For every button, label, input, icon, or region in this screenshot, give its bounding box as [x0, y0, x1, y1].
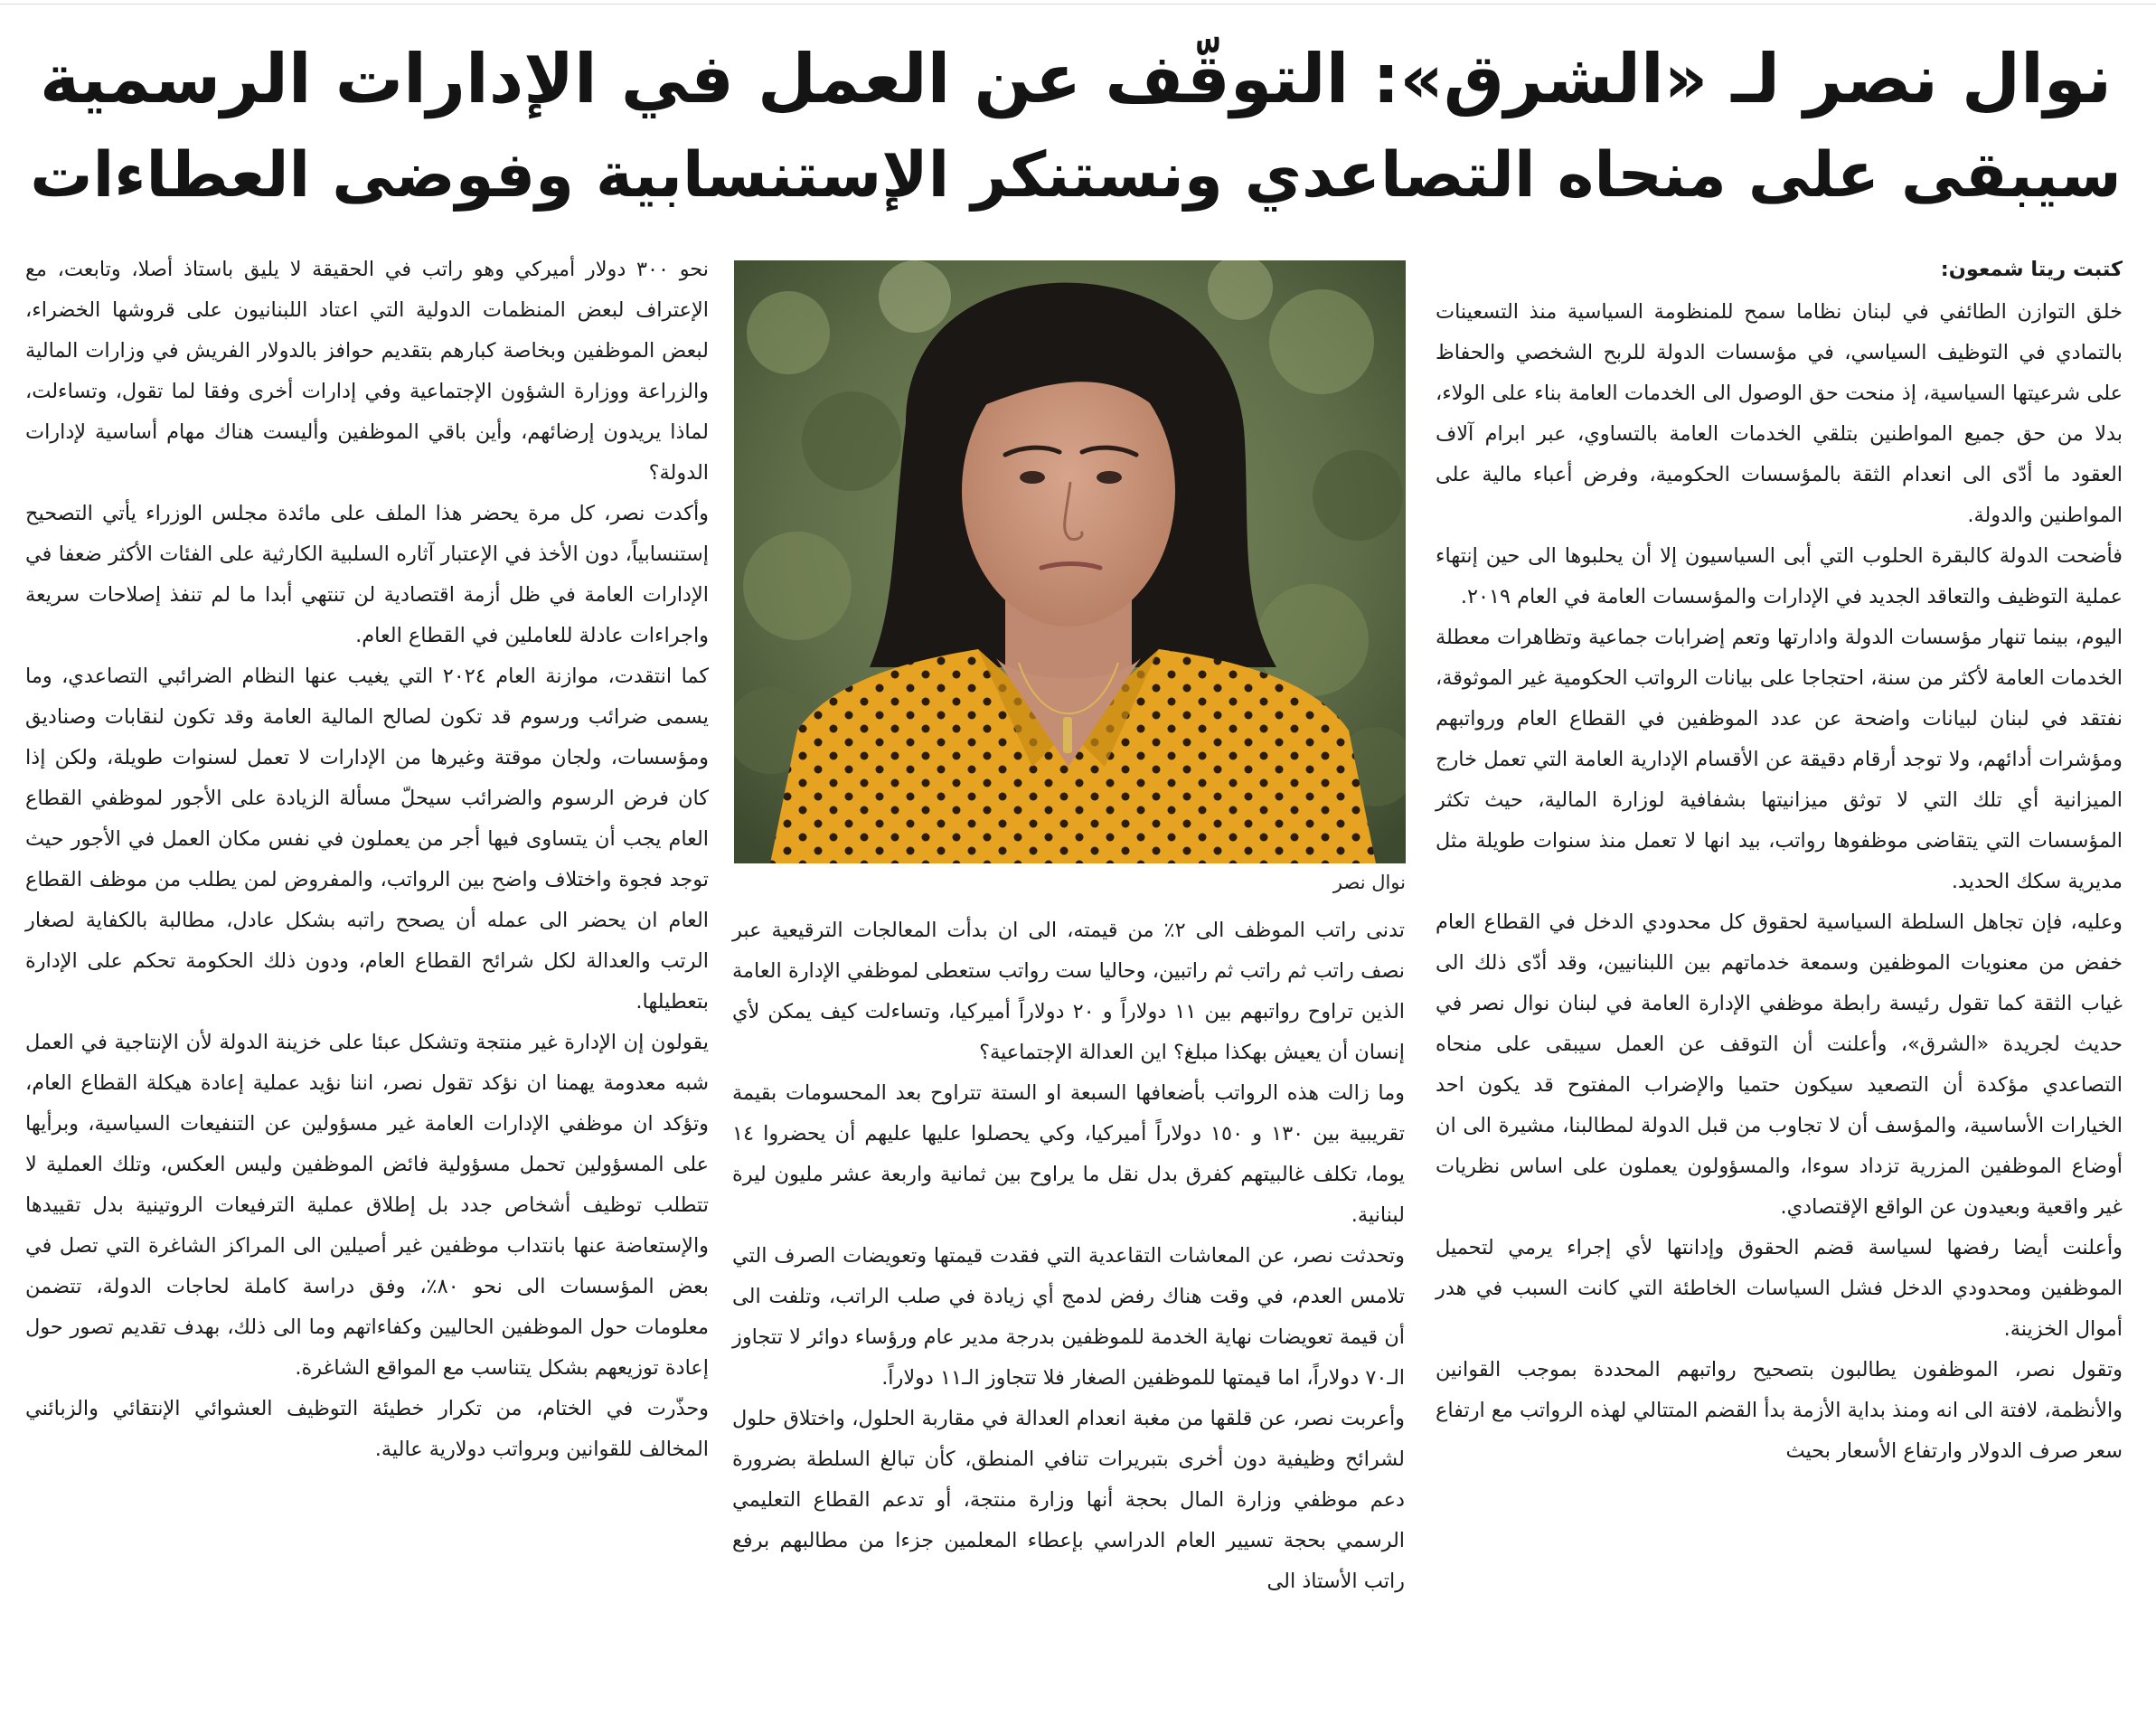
paragraph: وأكدت نصر، كل مرة يحضر هذا الملف على مائدة مجلس الوزراء يأتي التصحيح إستنسابياً، دون الأخذ في الإعتبار آثاره السلبية الكارثية على الفئات الأكثر ضعفا في الإدارات العامة في ظل أزمة اقتصادية لن تنتهي أبدا ما لم تنفذ إصلاحات سريعة واجراءات عادلة للعاملين في القطاع العام. — [25, 502, 709, 647]
article-column-right — [1436, 250, 2123, 1472]
paragraph: وما زالت هذه الرواتب بأضعافها السبعة او الستة تتراوح بعد المحسومات بقيمة تقريبية بين ١٣٠ و ١٥٠ دولاراً أميركيا، وكي يحصلوا عليها عليهم أن يحضروا ١٤ يوما، تكلف غالبيتهم كفرق بدل نقل ما يراوح بين ثمانية واربعة عشر مليون ليرة لبنانية. — [732, 1081, 1405, 1227]
paragraph: فأضحت الدولة كالبقرة الحلوب التي أبى السياسيون إلا أن يحلبوها الى حين إنتهاء عملية التوظيف والتعاقد الجديد في الإدارات والمؤسسات العامة في العام ٢٠١٩. — [1436, 544, 2123, 608]
top-rule — [0, 0, 2156, 5]
paragraph: تدنى راتب الموظف الى ٢٪ من قيمته، الى ان بدأت المعالجات الترقيعية عبر نصف راتب ثم راتب ثم راتبين، وحاليا ست رواتب ستعطى لموظفي الإدارة العامة الذين تراوح رواتبهم بين ١١ دولاراً و ٢٠ دولاراً أميركيا، وتساءلت كيف يمكن لأي إنسان أن يعيش بهكذا مبلغ؟ اين العدالة الإجتماعية؟ — [732, 919, 1406, 1064]
paragraph: نحو ٣٠٠ دولار أميركي وهو راتب في الحقيقة لا يليق باستاذ أصلا، وتابعت، مع الإعتراف لبعض المنظمات الدولية التي اعتاد اللبنانيون على قروشها الخضراء، لبعض الموظفين وبخاصة كبارهم بتقديم حوافز بالدولار الفريش في وزارات المالية والزراعة ووزارة الشؤون الإجتماعية وفي إدارات أخرى وفقا لما تقول، وتساءلت، لماذا يريدون إرضائهم، وأين باقي الموظفين وأليست هناك مهام أساسية لإدارات الدولة؟ — [25, 258, 709, 485]
paragraph: وعليه، فإن تجاهل السلطة السياسية لحقوق كل محدودي الدخل في القطاع العام خفض من معنويات الموظفين وسمعة خدماتهم بين اللبنانيين، وقد أدّى ذلك الى غياب الثقة كما تقول رئيسة رابطة موظفي الإدارة العامة في لبنان نوال نصر في حديث لجريدة «الشرق»، وأعلنت أن التوقف عن العمل سيبقى على منحاه التصاعدي مؤكدة أن التصعيد سيكون حتميا والإضراب المفتوح قد يكون احد الخيارات الأساسية، والمؤسف أن لا تجاوب من قبل الدولة لمطالبنا، مشيرة الى ان أوضاع الموظفين المزرية تزداد سوءا، والمسؤولون يعملون على اساس نظريات غير واقعية وبعيدون عن الواقع الإقتصادي. — [1436, 910, 2123, 1219]
paragraph: وأعربت نصر، عن قلقها من مغبة انعدام العدالة في مقاربة الحلول، واختلاق حلول لشرائح وظيفية دون أخرى بتبريرات تنافي المنطق، كأن تبالغ السلطة بضرورة دعم موظفي وزارة المال بحجة أنها وزارة منتجة، أو تدعم القطاع التعليمي الرسمي بحجة تسيير العام الدراسي بإعطاء المعلمين جزءا من مطالبهم برفع راتب الأستاذ الى — [732, 1407, 1405, 1593]
paragraph: كما انتقدت، موازنة العام ٢٠٢٤ التي يغيب عنها النظام الضرائبي التصاعدي، وما يسمى ضرائب ورسوم قد تكون لصالح المالية العامة وقد تكون لنقابات وصناديق ومؤسسات، ولجان موقتة وغيرها من الإدارات لا تعمل لسنوات طويلة، ولكن إذا كان فرض الرسوم والضرائب سيحلّ مسألة الزيادة على الأجور لموظفي القطاع العام يجب أن يتساوى فيها أجر من يعملون في نفس مكان العمل في الأجور حيث توجد فجوة واختلاف واضح بين الرواتب، والمفروض لمن يطلب من موظف القطاع العام ان يحضر الى عمله أن يصحح راتبه بشكل عادل، مطالبة بالكفاية لصغار الرتب والعدالة لكل شرائح القطاع العام، ودون ذلك الحكومة تحكم على الإدارة بتعطيلها. — [25, 665, 710, 1014]
paragraph: خلق التوازن الطائفي في لبنان نظاما سمح للمنظومة السياسية منذ التسعينات بالتمادي في التوظيف السياسي، في مؤسسات الدولة للربح الشخصي والحفاظ على شرعيتها السياسية، إذ منحت حق الوصول الى الخدمات العامة بناء على الولاء، بدلا من حق جميع المواطنين بتلقي الخدمات العامة بالتساوي، عبر ابرام آلاف العقود ما أدّى الى انعدام الثقة بالمؤسسات الحكومية، وفرض أعباء مالية على المواطنين والدولة. — [1436, 300, 2123, 527]
headline-line-2: سيبقى على منحاه التصاعدي ونستنكر الإستنسابية وفوضى العطاءات — [30, 139, 2122, 212]
headline-line-1: نوال نصر لـ «الشرق»: التوقّف عن العمل في الإدارات الرسمية — [39, 39, 2112, 118]
byline: كتبت ريتا شمعون: — [1940, 258, 2123, 281]
portrait-photo — [734, 260, 1406, 863]
article-column-middle — [732, 910, 1405, 1602]
paragraph: يقولون إن الإدارة غير منتجة وتشكل عبئا على خزينة الدولة لأن الإنتاجية في العمل شبه معدومة يهمنا ان نؤكد تقول نصر، اننا نؤيد عملية إعادة هيكلة القطاع العام، وتؤكد ان موظفي الإدارات العامة غير مسؤولين عن التنفيعات السياسية، وبرأيها على المسؤولين تحمل مسؤولية فائض الموظفين وليس العكس، وتلك العملية لا تتطلب توظيف أشخاص جدد بل إطلاق عملية الترفيعات الروتينية بدل تقييدها والإستعاضة عنها بانتداب موظفين غير أصيلين الى المراكز الشاغرة التي تصل في بعض المؤسسات الى نحو ٨٠٪، وفق دراسة كاملة لحاجات الدولة، تتضمن معلومات حول الموظفين الحاليين وكفاءاتهم وما الى ذلك، بهدف تقديم تصور حول إعادة توزيعهم بشكل يتناسب مع المواقع الشاغرة. — [25, 1031, 709, 1380]
paragraph: اليوم، بينما تنهار مؤسسات الدولة وادارتها وتعم إضرابات جماعية وتظاهرات معطلة الخدمات العامة لأكثر من سنة، احتجاجا على بيانات الرواتب الحكومية غير الموثوقة، نفتقد في لبنان لبيانات واضحة عن عدد الموظفين في القطاع العام ورواتبهم ومؤشرات أدائهم، ولا توجد أرقام دقيقة عن الأقسام الإدارية العامة التي تعمل خارج الميزانية أي تلك التي لا توثق ميزانيتها بشفافية لوزارة المالية، حيث تكثر المؤسسات التي يتقاضى موظفوها رواتب، بيد انها لا تعمل منذ سنوات طويلة مثل مديرية سكك الحديد. — [1436, 626, 2123, 893]
portrait-illustration — [734, 260, 1406, 863]
paragraph: وحذّرت في الختام، من تكرار خطيئة التوظيف العشوائي الإنتقائي والزبائني المخالف للقوانين وبرواتب دولارية عالية. — [25, 1397, 709, 1461]
paragraph: وأعلنت أيضا رفضها لسياسة قضم الحقوق وإدانتها لأي إجراء يرمي لتحميل الموظفين ومحدودي الدخل فشل السياسات الخاطئة التي كانت السبب في هدر أموال الخزينة. — [1436, 1236, 2123, 1341]
paragraph: وتحدثت نصر، عن المعاشات التقاعدية التي فقدت قيمتها وتعويضات الصرف التي تلامس العدم، في وقت هناك رفض لدمج أي زيادة في صلب الراتب، وتلفت الى أن قيمة تعويضات نهاية الخدمة للموظفين بدرجة مدير عام ورؤساء دوائر لا تتجاوز الـ٧٠ دولاراً، اما قيمتها للموظفين الصغار فلا تتجاوز الـ١١ دولاراً. — [732, 1244, 1405, 1390]
article-column-left — [25, 250, 709, 1470]
photo-caption: نوال نصر — [1332, 872, 1406, 893]
paragraph: وتقول نصر، الموظفون يطالبون بتصحيح رواتبهم المحددة بموجب القوانين والأنظمة، لافتة الى انه ومنذ بداية الأزمة بدأ القضم المتتالي لهذه الرواتب مع ارتفاع سعر صرف الدولار وارتفاع الأسعار بحيث — [1436, 1358, 2123, 1463]
